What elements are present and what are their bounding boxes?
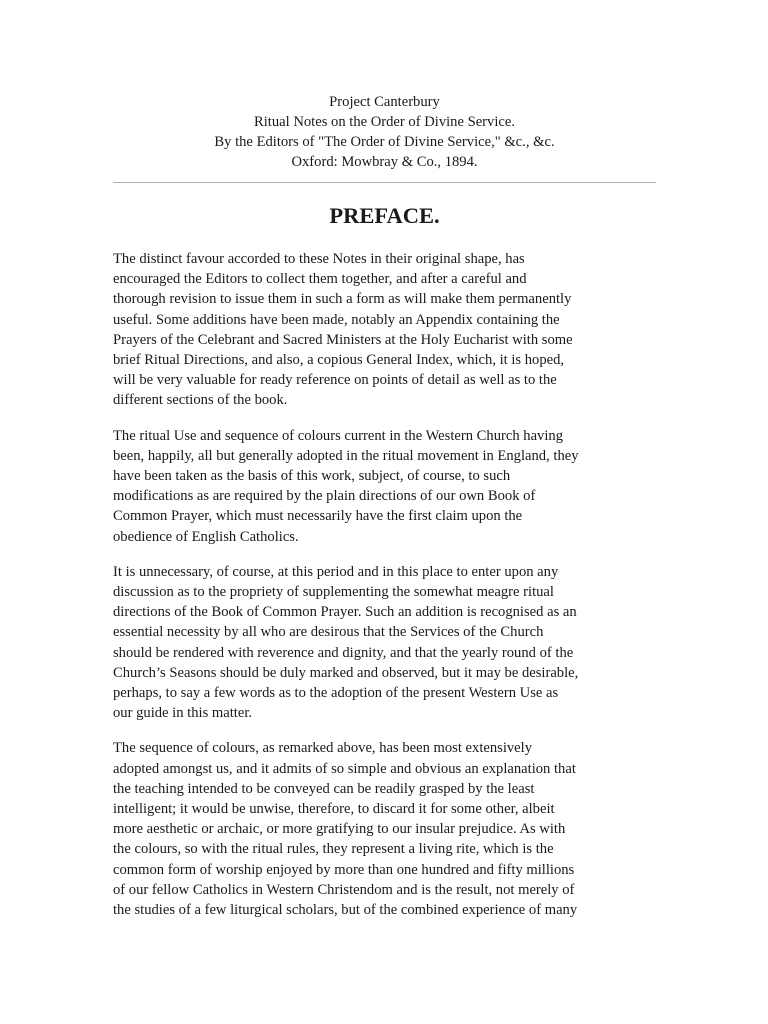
text-line: have been taken as the basis of this work, subject, of course, to such [113,468,511,485]
header-book-title: Ritual Notes on the Order of Divine Service. [254,114,515,130]
text-line: The sequence of colours, as remarked above, has been most extensively [113,740,533,757]
text-line: It is unnecessary, of course, at this period and in this place to enter upon any [113,563,559,580]
text-line: our guide in this matter. [113,705,253,722]
text-line: will be very valuable for ready reference on points of detail as well as to the [113,372,557,389]
text-line: the studies of a few liturgical scholars, but of the combined experience of many [113,902,578,919]
text-line: the teaching intended to be conveyed can be readily grasped by the least [113,780,535,797]
text-line: the colours, so with the ritual rules, they represent a living rite, which is the [113,841,554,858]
text-line: encouraged the Editors to collect them together, and after a careful and [113,271,527,288]
text-line: intelligent; it would be unwise, therefore, to discard it for some other, albeit [113,801,555,818]
text-line: should be rendered with reverence and dignity, and that the yearly round of the [113,644,574,661]
header-publisher: Oxford: Mowbray & Co., 1894. [291,154,478,170]
page-title: PREFACE. [329,203,440,228]
text-line: The distinct favour accorded to these Notes in their original shape, has [113,251,525,267]
text-line: directions of the Book of Common Prayer. Such an addition is recognised as an [113,604,577,621]
text-line: of our fellow Catholics in Western Christendom and is the result, not merely of [113,881,575,898]
text-line: more aesthetic or archaic, or more gratifying to our insular prejudice. As with [113,821,566,838]
paragraph-1 [113,249,656,411]
text-line: The ritual Use and sequence of colours current in the Western Church having [113,427,564,444]
text-line: Common Prayer, which must necessarily have the first claim upon the [113,508,523,525]
text-line: useful. Some additions have been made, notably an Appendix containing the [113,311,560,328]
text-line: different sections of the book. [113,392,288,409]
text-line: discussion as to the propriety of supplementing the somewhat meagre ritual [113,584,554,601]
paragraph-3 [113,562,656,724]
paragraph-4 [113,738,656,920]
text-line: brief Ritual Directions, and also, a copious General Index, which, it is hoped, [113,352,565,369]
text-line: been, happily, all but generally adopted in the ritual movement in England, they [113,447,579,464]
paragraph-2 [113,426,656,547]
text-line: Prayers of the Celebrant and Sacred Ministers at the Holy Eucharist with some [113,331,573,348]
document-page [113,92,656,935]
text-line: adopted amongst us, and it admits of so simple and obvious an explanation that [113,760,576,777]
text-line: obedience of English Catholics. [113,528,299,545]
text-line: common form of worship enjoyed by more than one hundred and fifty millions [113,861,575,878]
document-header [113,92,656,172]
header-source: Project Canterbury [329,94,440,110]
text-line: perhaps, to say a few words as to the adoption of the present Western Use as [113,685,559,702]
text-line: modifications as are required by the plain directions of our own Book of [113,488,536,505]
text-line: thorough revision to issue them in such a form as will make them permanently [113,291,572,308]
text-line: Church’s Seasons should be duly marked and observed, but it may be desirable, [113,664,579,681]
text-line: essential necessity by all who are desirous that the Services of the Church [113,624,544,641]
header-divider [113,182,656,183]
header-authors: By the Editors of "The Order of Divine Service," &c., &c. [214,134,555,150]
